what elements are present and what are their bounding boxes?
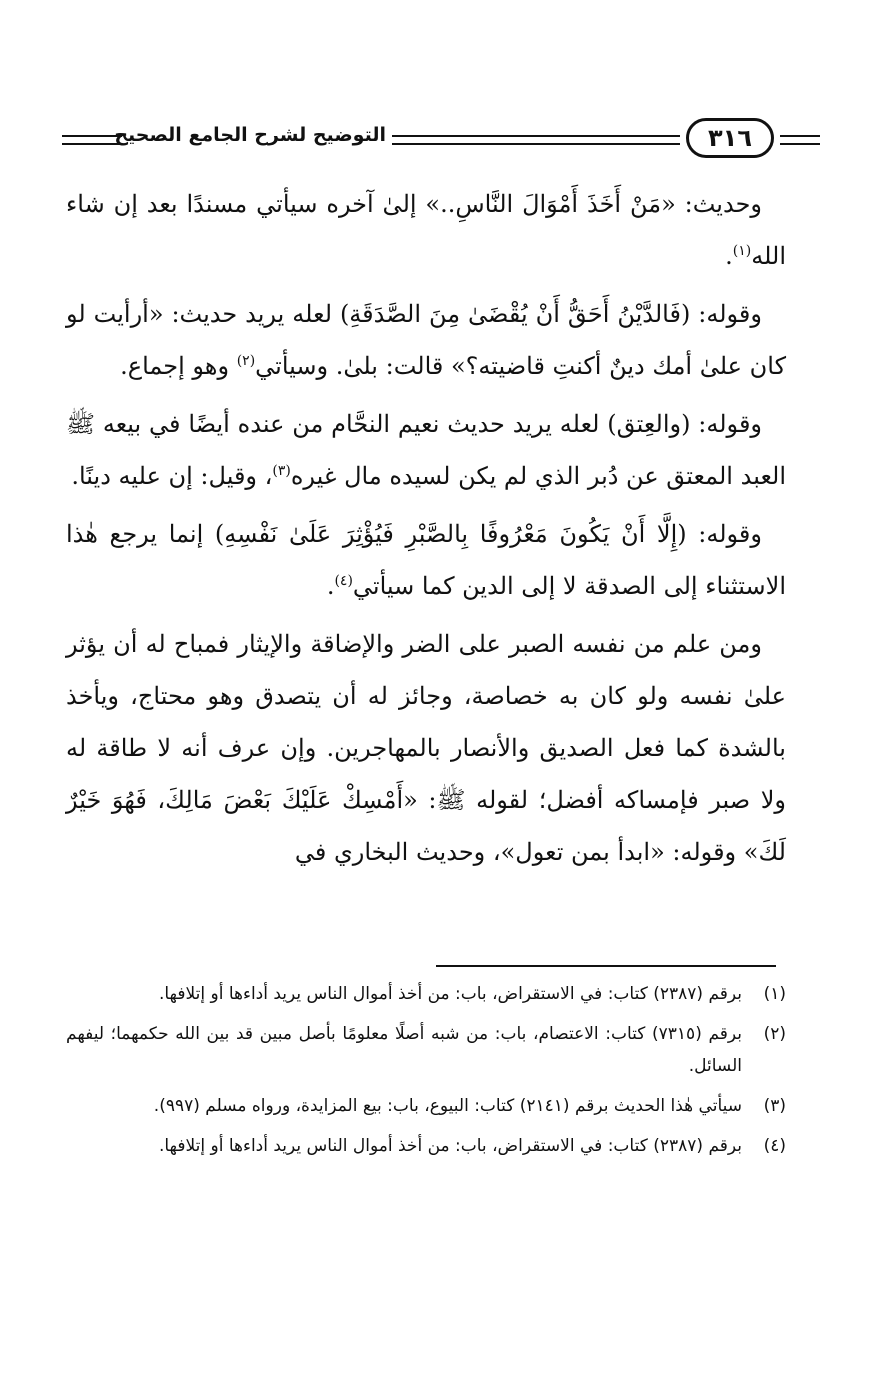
paragraph [66, 398, 786, 502]
footnote-text: برقم (٢٣٨٧) كتاب: في الاستقراض، باب: من أخذ أموال الناس يريد أداءها أو إتلافها. [158, 1136, 742, 1156]
paragraph-text: وقوله: (والعِتق) لعله يريد حديث نعيم النحَّام من عنده أيضًا في بيعه ﷺ العبد المعتق عن دُبر الذي لم يكن لسيده مال غيره [66, 410, 786, 490]
running-header [62, 118, 820, 162]
footnote-number: (١) [763, 984, 786, 1004]
header-rule-left [62, 135, 122, 145]
footnote [66, 1018, 786, 1082]
paragraph-tail: . [725, 242, 733, 270]
footnote [66, 978, 786, 1010]
footnote [66, 1130, 786, 1162]
footnote-ref[interactable]: (٢) [236, 353, 256, 369]
paragraph [66, 508, 786, 612]
footnote-text: برقم (٧٣١٥) كتاب: الاعتصام، باب: من شبه أصلًا معلومًا بأصل مبين قد بين الله حكمهما؛ ليفهم السائل. [66, 1024, 742, 1076]
paragraph [66, 618, 786, 878]
paragraph [66, 288, 786, 392]
footnote-text: سيأتي هٰذا الحديث برقم (٢١٤١) كتاب: البيوع، باب: بيع المزايدة، ورواه مسلم (٩٩٧). [153, 1096, 742, 1116]
paragraph-text: وحديث: «مَنْ أَخَذَ أَمْوَالَ النَّاسِ..» إلىٰ آخره سيأتي مسندًا بعد إن شاء الله [66, 190, 786, 270]
paragraph-text: ومن علم من نفسه الصبر على الضر والإضاقة والإيثار فمباح له أن يؤثر علىٰ نفسه ولو كان به خصاصة، وجائز له أن يتصدق وهو محتاج، ويأخذ بالشدة كما فعل الصديق والأنصار بالمهاجرين. وإن عرف أنه لا طاقة له ولا صبر فإمساكه أفضل؛ لقوله ﷺ: «أَمْسِكْ عَلَيْكَ بَعْضَ مَالِكَ، فَهُوَ خَيْرٌ لَكَ» وقوله: «ابدأ بمن تعول»، وحديث البخاري في [66, 630, 786, 866]
footnote [66, 1090, 786, 1122]
footnote-number: (٤) [763, 1136, 786, 1156]
paragraph-tail: وهو إجماع. [120, 352, 237, 380]
header-rule-right [780, 135, 820, 145]
footnote-number: (٢) [763, 1024, 786, 1044]
paragraph-text: وقوله: (فَالدَّيْنُ أَحَقُّ أَنْ يُقْضَىٰ مِنَ الصَّدَقَةِ) لعله يريد حديث: «أرأيت لو كان علىٰ أمك دينٌ أكنتِ قاضيته؟» قالت: بلىٰ. وسيأتي [66, 300, 786, 380]
header-rule-middle [392, 135, 680, 145]
footnote-number: (٣) [763, 1096, 786, 1116]
book-title: التوضيح لشرح الجامع الصحيح [114, 124, 386, 146]
footnotes [66, 978, 786, 1170]
main-text [66, 178, 786, 884]
paragraph-tail: ، وقيل: إن عليه دينًا. [71, 462, 273, 490]
footnote-separator [436, 965, 776, 967]
paragraph-tail: . [326, 572, 335, 600]
footnote-ref[interactable]: (٤) [334, 573, 353, 589]
footnote-ref[interactable]: (٣) [272, 463, 291, 479]
page-number: ٣١٦ [686, 118, 774, 158]
paragraph [66, 178, 786, 282]
paragraph-text: وقوله: (إِلَّا أَنْ يَكُونَ مَعْرُوفًا بِالصَّبْرِ فَيُؤْثِرَ عَلَىٰ نَفْسِهِ) إنما يرجع هٰذا الاستثناء إلى الصدقة لا إلى الدين كما سيأتي [66, 520, 786, 600]
footnote-text: برقم (٢٣٨٧) كتاب: في الاستقراض، باب: من أخذ أموال الناس يريد أداءها أو إتلافها. [158, 984, 742, 1004]
footnote-ref[interactable]: (١) [732, 243, 752, 259]
